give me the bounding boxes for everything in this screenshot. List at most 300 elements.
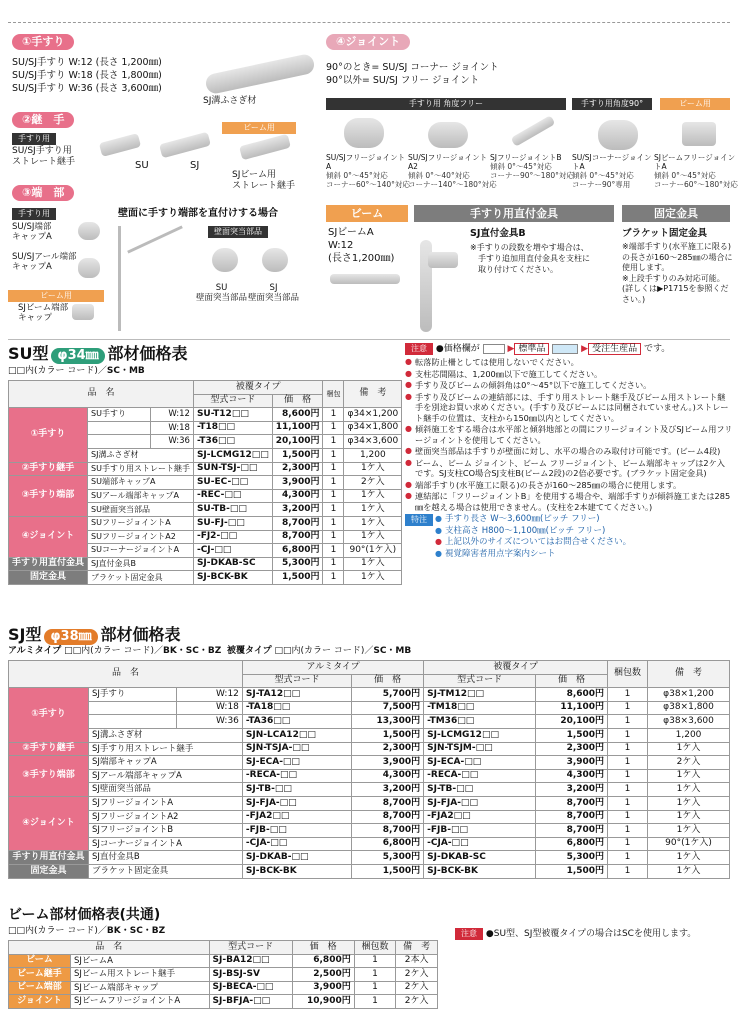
table-row — [9, 783, 730, 797]
code-cell: SU-EC-□□ — [193, 476, 272, 490]
pack-cell: 1 — [608, 824, 648, 838]
note-cell: 2本入 — [396, 954, 438, 968]
table-row — [9, 408, 402, 422]
table-row — [9, 769, 730, 783]
cov-price-cell: 3,900円 — [536, 756, 608, 770]
category-cell: ビーム端部 — [9, 981, 71, 995]
legend-pre: ●価格欄が — [435, 344, 480, 354]
sj-sub1c: □□内(カラー コード)／ — [64, 646, 163, 656]
code-cell: -REC-□□ — [193, 489, 272, 503]
pack-cell: 1 — [608, 728, 648, 742]
code-cell: SU-T12□□ — [193, 408, 272, 422]
su-wall: SU 壁面突当部品 — [196, 283, 248, 303]
note-cell: φ34×1,800 — [344, 421, 402, 435]
joint-tag2: 手すり用角度90° — [572, 98, 652, 110]
end-cap-r: SU/SJアール端部 キャップA — [12, 252, 77, 272]
category-cell: ビーム継手 — [9, 968, 71, 982]
joint-item-name: SU/SJフリージョイントA — [326, 153, 406, 171]
code-cell: -CJ-□□ — [193, 544, 272, 558]
cov-code-cell: SJ-LCMG12□□ — [424, 728, 536, 742]
width-cell: W:18 — [151, 421, 194, 435]
table-row — [9, 995, 438, 1009]
special-item: ● 上記以外のサイズについてはお問合せください。 — [435, 537, 733, 548]
beam-table-body — [9, 954, 438, 1008]
name-cell: SJビームA — [71, 954, 210, 968]
joint-item-name: SU/SJコーナージョイントA — [572, 153, 652, 171]
handrail-lines — [12, 56, 162, 95]
beam-note-text: ●SU型、SJ型被覆タイプの場合はSCを使用します。 — [485, 929, 697, 939]
note-item: ● ビーム、ビーム ジョイント、ビーム フリージョイント、ビーム端部キャップは2ケ入です。SJ支柱CO場合SJ支柱B(ビーム2段)の2倍必要です。(ブラケット固定金具) — [405, 458, 733, 479]
sj-wall-image — [262, 248, 288, 272]
note-item: ● 傾斜施工をする場合は水平部と傾斜地部との間にフリージョイント及びSJビーム用フリージョイントを使用してください。 — [405, 424, 733, 445]
cov-price-cell: 4,300円 — [536, 769, 608, 783]
category-cell: ①手すり — [9, 688, 89, 742]
seam-beam-image — [239, 134, 291, 160]
joint-tag1: 手すり用 角度フリー — [326, 98, 566, 110]
end-cap-a-image — [78, 222, 100, 240]
legend-std: 標準品 — [514, 343, 549, 355]
table-row — [9, 571, 402, 585]
name-cell: SU端部キャップA — [88, 476, 194, 490]
name-cell: SU手すり用ストレート継手 — [88, 462, 194, 476]
note-cell: 1ケ入 — [344, 503, 402, 517]
cov-code-cell: SJ-ECA-□□ — [424, 756, 536, 770]
al-code-cell: -TA18□□ — [242, 701, 351, 715]
seam-sj-image — [159, 132, 211, 158]
note-cell: φ38×1,200 — [648, 688, 730, 702]
note-cell: 1,200 — [344, 448, 402, 462]
note-cell: φ38×1,800 — [648, 701, 730, 715]
pack-cell: 1 — [323, 421, 344, 435]
name-cell: ブラケット固定金具 — [89, 864, 243, 878]
sj-sub2c: □□内(カラー コード)／ — [274, 646, 374, 656]
note-cell: 1ケ入 — [648, 796, 730, 810]
handrail-line: SU/SJ手すり W:36 (長さ 3,600㎜) — [12, 83, 162, 94]
pack-cell: 1 — [323, 544, 344, 558]
joint-line1: 90°のとき= SU/SJ コーナー ジョイント — [326, 62, 499, 73]
name-cell: SUフリージョイントA2 — [88, 530, 194, 544]
al-code-cell: SJN-TSJA-□□ — [242, 742, 351, 756]
cov-price-cell: 11,100円 — [536, 701, 608, 715]
table-row — [9, 810, 730, 824]
table-row — [9, 796, 730, 810]
beam-price-table — [8, 940, 438, 1009]
pack-cell: 1 — [608, 742, 648, 756]
table-row — [9, 557, 402, 571]
table-row — [9, 756, 730, 770]
table-row — [9, 701, 730, 715]
name-cell: SJ壁面突当部品 — [89, 783, 243, 797]
name-cell: SJ溝ふさぎ材 — [88, 448, 194, 462]
seam-su: SU — [135, 160, 149, 171]
table-row — [9, 954, 438, 968]
joint-item — [490, 153, 572, 180]
note-cell: 1ケ入 — [648, 810, 730, 824]
code-cell: SJ-BECA-□□ — [209, 981, 292, 995]
name-cell: SUアール端部キャップA — [88, 489, 194, 503]
category-cell: ④ジョイント — [9, 796, 89, 850]
joint-label: ④ジョイント — [326, 34, 410, 50]
joint-items — [326, 110, 738, 192]
pack-cell: 1 — [323, 489, 344, 503]
al-code-cell: SJ-DKAB-□□ — [242, 851, 351, 865]
handrail-line: SU/SJ手すり W:18 (長さ 1,800㎜) — [12, 70, 162, 81]
seam-beam-name: SJビーム用 ストレート継手 — [232, 170, 296, 191]
divider — [8, 22, 730, 23]
al-price-cell: 13,300円 — [352, 715, 424, 729]
sj-wall: SJ 壁面突当部品 — [248, 283, 300, 303]
name-cell: SJ直付金具B — [88, 557, 194, 571]
code-cell: SU-FJ-□□ — [193, 516, 272, 530]
special-item: ● 手すり長さ W～3,600㎜(ピッチ フリー) — [435, 514, 733, 525]
table-row — [9, 981, 438, 995]
name-cell — [89, 701, 177, 715]
price-cell: 1,500円 — [272, 571, 323, 585]
joint-item-desc: 傾斜 0°～40°対応 コーナー140°～180°対応 — [408, 171, 497, 189]
joint-item — [408, 153, 497, 189]
special — [405, 514, 733, 559]
price-cell: 11,100円 — [272, 421, 323, 435]
end-beam-name: SJビーム端部 キャップ — [18, 303, 69, 323]
name-cell: SU手すり — [88, 408, 151, 422]
note-item: ● 手すり及びビームの傾斜角は0°～45°以下で施工してください。 — [405, 380, 733, 391]
end-beam-image — [72, 304, 94, 320]
handrail-line: SU/SJ手すり W:12 (長さ 1,200㎜) — [12, 57, 162, 68]
joint-b-image — [511, 115, 556, 147]
category-cell: ③手すり端部 — [9, 476, 88, 517]
width-cell: W:36 — [151, 435, 194, 449]
al-price-cell: 3,200円 — [352, 783, 424, 797]
price-cell: 2,500円 — [292, 968, 354, 982]
cov-code-cell: SJ-TB-□□ — [424, 783, 536, 797]
price-cell: 2,300円 — [272, 462, 323, 476]
seam-label: ②継 手 — [12, 112, 74, 128]
pack-cell: 1 — [323, 516, 344, 530]
name-cell: SU壁面突当部品 — [88, 503, 194, 517]
sj-h-pack: 梱包数 — [608, 661, 648, 688]
cov-price-cell: 6,800円 — [536, 837, 608, 851]
end-sub: 手すり用 — [12, 208, 56, 220]
joint-item-desc: 傾斜 0°～45°対応 コーナー60°～180°対応 — [654, 171, 738, 189]
su-colors-label: □□内(カラー コード)／ — [8, 366, 107, 376]
pack-cell: 1 — [608, 688, 648, 702]
cov-price-cell: 2,300円 — [536, 742, 608, 756]
cov-price-cell: 8,700円 — [536, 796, 608, 810]
cov-price-cell: 8,700円 — [536, 824, 608, 838]
table-row — [9, 864, 730, 878]
joint-a2-image — [428, 122, 468, 148]
al-code-cell: SJ-TB-□□ — [242, 783, 351, 797]
joint-item-desc: 傾斜 0°～45°対応 コーナー60°～140°対応 — [326, 171, 410, 189]
joint-tag3: ビーム用 — [660, 98, 730, 110]
end-cap-r-image — [78, 258, 100, 278]
beam-w: W:12 — [328, 240, 354, 251]
beam-h-note: 備 考 — [396, 941, 438, 955]
pack-cell: 1 — [608, 783, 648, 797]
sj-h-price2: 価 格 — [536, 674, 608, 688]
table-row — [9, 968, 438, 982]
cov-code-cell: -FJA2□□ — [424, 810, 536, 824]
cov-price-cell: 5,300円 — [536, 851, 608, 865]
al-price-cell: 6,800円 — [352, 837, 424, 851]
cov-price-cell: 3,200円 — [536, 783, 608, 797]
code-cell: SJ-BA12□□ — [209, 954, 292, 968]
cov-code-cell: -CJA-□□ — [424, 837, 536, 851]
fixed-name: ブラケット固定金具 — [622, 228, 708, 239]
price-cell: 4,300円 — [272, 489, 323, 503]
al-price-cell: 3,900円 — [352, 756, 424, 770]
note-item: ● 手すり及びビームの連結部には、手すり用ストレート継手及びビーム用ストレート継手を別途お買い求めください。(手すり及びビームには同梱されていません。)ストレート継手の位置は、支柱から150㎜以内としてください。 — [405, 392, 733, 424]
pack-cell: 1 — [323, 530, 344, 544]
price-cell: 3,200円 — [272, 503, 323, 517]
width-cell: W:36 — [177, 715, 242, 729]
seam-sj: SJ — [190, 160, 200, 171]
code-cell: -T36□□ — [193, 435, 272, 449]
al-code-cell: SJ-TA12□□ — [242, 688, 351, 702]
al-code-cell: SJ-ECA-□□ — [242, 756, 351, 770]
note-cell: φ34×1,200 — [344, 408, 402, 422]
price-cell: 1,500円 — [272, 448, 323, 462]
special-item: ● 視覚障害者用点字案内シート — [435, 549, 733, 560]
beam-h-pack: 梱包数 — [354, 941, 396, 955]
beam-title-text: ビーム部材価格表(共通) — [8, 907, 161, 923]
table-row — [9, 476, 402, 490]
direct-name: SJ直付金具B — [470, 228, 526, 239]
table-row — [9, 688, 730, 702]
al-price-cell: 5,700円 — [352, 688, 424, 702]
category-cell: ②手すり継手 — [9, 462, 88, 476]
price-cell: 8,600円 — [272, 408, 323, 422]
joint-item — [654, 153, 736, 189]
name-cell: SJフリージョイントA — [89, 796, 243, 810]
al-price-cell: 8,700円 — [352, 824, 424, 838]
beam-title — [8, 907, 160, 925]
sj-title — [8, 625, 181, 645]
category-cell: ①手すり — [9, 408, 88, 462]
direct-bracket-image — [428, 252, 458, 268]
seam-name: SU/SJ手すり用 ストレート継手 — [12, 146, 76, 167]
note-cell: 1ケ入 — [344, 489, 402, 503]
sj-title-text: SJ型 — [8, 625, 42, 644]
wall-parts: 壁面突当部品 — [208, 226, 268, 238]
code-cell: -FJ2-□□ — [193, 530, 272, 544]
beam-colors — [8, 926, 165, 937]
legend-order: 受注生産品 — [588, 343, 641, 355]
category-cell: ②手すり継手 — [9, 742, 89, 756]
beam-h-code: 型式コード — [209, 941, 292, 955]
al-price-cell: 8,700円 — [352, 810, 424, 824]
note-cell: 2ケ入 — [344, 476, 402, 490]
su-table-body — [9, 408, 402, 585]
joint-item-name: SJビームフリージョイントA — [654, 153, 736, 171]
table-row — [9, 728, 730, 742]
note-cell: 90°(1ケ入) — [344, 544, 402, 558]
width-cell: W:12 — [151, 408, 194, 422]
cov-code-cell: SJ-TM12□□ — [424, 688, 536, 702]
note-cell: 1ケ入 — [648, 824, 730, 838]
price-cell: 8,700円 — [272, 530, 323, 544]
note-cell: 90°(1ケ入) — [648, 837, 730, 851]
name-cell: ブラケット固定金具 — [88, 571, 194, 585]
name-cell: SUフリージョイントA — [88, 516, 194, 530]
pack-cell: 1 — [608, 851, 648, 865]
sj-h-note: 備 考 — [648, 661, 730, 688]
su-h-code: 型式コード — [193, 394, 272, 408]
beam-colors-value: BK・SC・BZ — [106, 926, 166, 936]
pack-cell: 1 — [608, 837, 648, 851]
name-cell: SJアール端部キャップA — [89, 769, 243, 783]
code-cell: SJ-BCK-BK — [193, 571, 272, 585]
code-cell: SJ-BSJ-SV — [209, 968, 292, 982]
su-h-type: 被覆タイプ — [193, 381, 323, 395]
order-swatch — [552, 344, 578, 354]
pack-cell: 1 — [608, 756, 648, 770]
beam-len: (長さ1,200㎜) — [328, 253, 395, 264]
price-cell: 20,100円 — [272, 435, 323, 449]
seam-su-image — [99, 133, 141, 157]
note-cell: 1ケ入 — [344, 557, 402, 571]
sj-sub1v: BK・SC・BZ — [162, 646, 222, 656]
su-title — [8, 344, 188, 364]
pack-cell: 1 — [354, 954, 396, 968]
name-cell — [88, 435, 151, 449]
table-row — [9, 462, 402, 476]
al-code-cell: -CJA-□□ — [242, 837, 351, 851]
joint-item — [572, 153, 654, 189]
code-cell: SJ-BFJA-□□ — [209, 995, 292, 1009]
pack-cell: 1 — [354, 995, 396, 1009]
note-cell: 2ケ入 — [396, 995, 438, 1009]
note-item: ● 壁面突当部品は手すりが壁面に対し、水平の場合のみ取付け可能です。(ビーム4段) — [405, 446, 733, 457]
beam-info — [328, 226, 394, 265]
table-row — [9, 742, 730, 756]
beam-note-tag: 注意 — [455, 928, 483, 940]
special-item: ● 支柱高さ H800～1,100㎜(ピッチ フリー) — [435, 526, 733, 537]
joint-item-name: SJフリージョイントB — [490, 153, 562, 162]
pack-cell: 1 — [323, 448, 344, 462]
note-item: ● 支柱芯間隔は、1,200㎜以下で施工してください。 — [405, 369, 733, 380]
cov-code-cell: -RECA-□□ — [424, 769, 536, 783]
mizo-label: SJ溝ふさぎ材 — [203, 96, 257, 106]
name-cell: SJフリージョイントB — [89, 824, 243, 838]
beam-h-price: 価 格 — [292, 941, 354, 955]
beam-colors-label: □□内(カラー コード)／ — [8, 926, 107, 936]
note-cell: 1ケ入 — [344, 516, 402, 530]
pack-cell: 1 — [323, 571, 344, 585]
fixed-note: ※端部手すり(水平施工に限る)の長さが160～285㎜の場合に使用します。 ※上段手すりのみ対応可能。 (詳しくは▶P1715を参照ください。) — [622, 242, 733, 304]
su-wall-image — [212, 248, 238, 272]
code-cell: SU-TB-□□ — [193, 503, 272, 517]
width-cell: W:18 — [177, 701, 242, 715]
note-cell: 1ケ入 — [648, 864, 730, 878]
pack-cell: 1 — [608, 715, 648, 729]
notes-tag: 注意 — [405, 343, 433, 355]
std-swatch — [483, 344, 505, 354]
name-cell: SJ手すり用ストレート継手 — [89, 742, 243, 756]
sj-table-body — [9, 688, 730, 878]
category-cell: 固定金具 — [9, 571, 88, 585]
joint-line2: 90°以外= SU/SJ フリー ジョイント — [326, 75, 480, 86]
table-row — [9, 824, 730, 838]
name-cell: SJ手すり — [89, 688, 177, 702]
su-chip: φ34㎜ — [51, 348, 104, 364]
name-cell: SJビームフリージョイントA — [71, 995, 210, 1009]
special-list — [435, 514, 733, 559]
beam-image — [330, 274, 400, 284]
su-h-note: 備 考 — [344, 381, 402, 408]
cov-code-cell: SJ-BCK-BK — [424, 864, 536, 878]
end-label: ③端 部 — [12, 185, 74, 201]
code-cell: SUN-TSJ-□□ — [193, 462, 272, 476]
beam-joint-image — [682, 122, 716, 146]
note-cell: 1ケ入 — [344, 571, 402, 585]
note-cell: 1ケ入 — [648, 742, 730, 756]
cov-price-cell: 8,600円 — [536, 688, 608, 702]
su-h-name: 品 名 — [9, 381, 194, 408]
pack-cell: 1 — [323, 503, 344, 517]
al-price-cell: 1,500円 — [352, 864, 424, 878]
name-cell — [89, 715, 177, 729]
category-cell: ビーム — [9, 954, 71, 968]
su-colors-value: SC・MB — [106, 366, 145, 376]
note-cell: 1ケ入 — [344, 530, 402, 544]
price-cell: 8,700円 — [272, 516, 323, 530]
cov-price-cell: 1,500円 — [536, 864, 608, 878]
al-price-cell: 2,300円 — [352, 742, 424, 756]
seam-beam-tag: ビーム用 — [222, 122, 296, 134]
beam-note — [455, 928, 696, 940]
name-cell: SUコーナージョイントA — [88, 544, 194, 558]
cov-price-cell: 8,700円 — [536, 810, 608, 824]
category-cell: ④ジョイント — [9, 516, 88, 557]
beam-name: SJビームA — [328, 227, 374, 238]
sj-chip: φ38㎜ — [44, 629, 97, 645]
table-row — [9, 851, 730, 865]
fixed-label: 固定金具 — [622, 205, 730, 222]
sj-title2: 部材価格表 — [100, 625, 181, 644]
al-code-cell: -FJB-□□ — [242, 824, 351, 838]
legend-post: です。 — [643, 344, 671, 354]
joint-item-desc: 傾斜 0°～45°対応 コーナー90°専用 — [572, 171, 634, 189]
direct-label: 手すり用直付金具 — [414, 205, 614, 222]
note-cell: 1ケ入 — [648, 851, 730, 865]
note-item: ● 端部手すり(水平施工に限る)の長さが160～285㎜の場合に使用します。 — [405, 480, 733, 491]
al-price-cell: 5,300円 — [352, 851, 424, 865]
joint-item — [326, 153, 408, 189]
sj-price-table — [8, 660, 730, 879]
sj-h-code2: 型式コード — [424, 674, 536, 688]
note-cell: 2ケ入 — [396, 981, 438, 995]
sj-h-cov: 被覆タイプ — [424, 661, 608, 675]
su-title2: 部材価格表 — [107, 344, 188, 363]
name-cell: SJコーナージョイントA — [89, 837, 243, 851]
table-row — [9, 715, 730, 729]
name-cell: SJビーム端部キャップ — [71, 981, 210, 995]
cov-code-cell: -FJB-□□ — [424, 824, 536, 838]
cov-code-cell: SJ-DKAB-SC — [424, 851, 536, 865]
sj-sub2v: SC・MB — [373, 646, 412, 656]
price-cell: 6,800円 — [292, 954, 354, 968]
name-cell: SJフリージョイントA2 — [89, 810, 243, 824]
cov-code-cell: -TM18□□ — [424, 701, 536, 715]
al-price-cell: 8,700円 — [352, 796, 424, 810]
corner-joint-image — [598, 120, 638, 150]
handrail-label: ①手すり — [12, 34, 74, 50]
beam-label: ビーム — [326, 205, 408, 222]
cov-code-cell: -TM36□□ — [424, 715, 536, 729]
al-code-cell: SJN-LCA12□□ — [242, 728, 351, 742]
sj-colors — [8, 646, 411, 657]
